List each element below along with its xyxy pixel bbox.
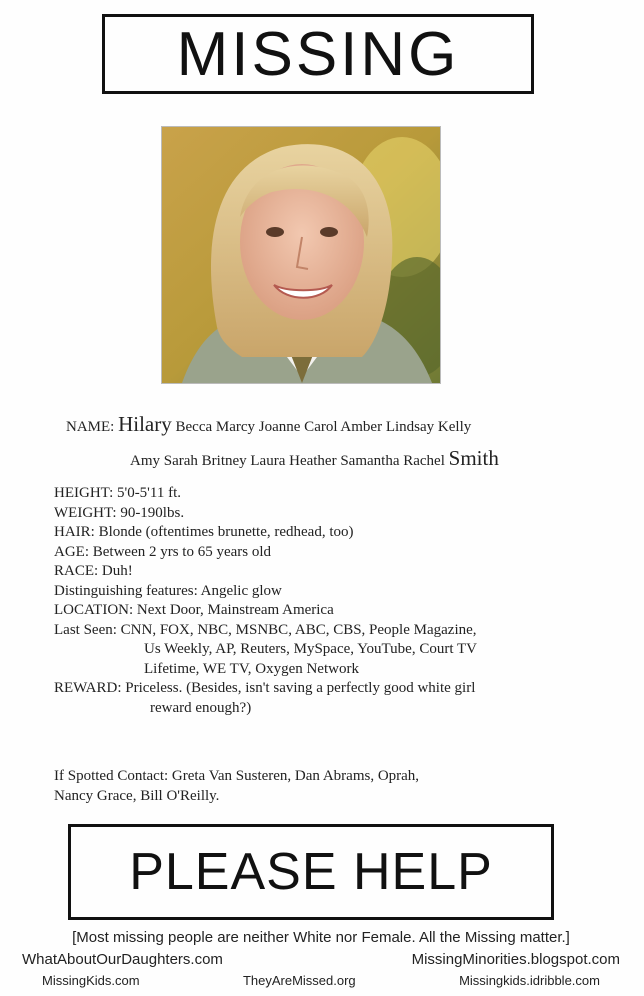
- height-row: HEIGHT: 5'0-5'11 ft.: [54, 485, 181, 501]
- alternate-names-2: Amy Sarah Britney Laura Heather Samantha Rachel: [130, 453, 445, 469]
- weight-row: WEIGHT: 90-190lbs.: [54, 504, 185, 521]
- portrait-image: [162, 127, 440, 383]
- contact-block: [54, 766, 419, 806]
- features-row: Distinguishing features: Angelic glow: [54, 582, 282, 599]
- link-missingminorities[interactable]: MissingMinorities.blogspot.com: [411, 951, 620, 968]
- reward-row-2: reward enough?): [150, 699, 252, 716]
- race-row: RACE: Duh!: [54, 563, 133, 579]
- location-row: LOCATION: Next Door, Mainstream America: [54, 602, 334, 618]
- footer-links-row-1: [14, 951, 628, 968]
- missing-person-photo: [161, 126, 441, 384]
- last-seen-row-2: Us Weekly, AP, Reuters, MySpace, YouTube, Court TV: [144, 641, 477, 657]
- missing-title: MISSING: [102, 14, 534, 94]
- name-label: NAME:: [66, 419, 115, 435]
- link-whataboutourdaughters[interactable]: WhatAboutOurDaughters.com: [22, 951, 223, 968]
- hair-row: HAIR: Blonde (oftentimes brunette, redhead, too): [54, 524, 354, 540]
- contact-line-2: Nancy Grace, Bill O'Reilly.: [54, 788, 220, 804]
- name-line-1: [66, 412, 471, 437]
- age-row: AGE: Between 2 yrs to 65 years old: [54, 543, 272, 560]
- footer-note: [Most missing people are neither White nor Female. All the Missing matter.]: [72, 929, 570, 946]
- last-seen-row-1: Last Seen: CNN, FOX, NBC, MSNBC, ABC, CBS, People Magazine,: [54, 621, 477, 638]
- please-help-title: PLEASE HELP: [68, 824, 554, 920]
- contact-line-1: If Spotted Contact: Greta Van Susteren, Dan Abrams, Oprah,: [54, 768, 420, 784]
- reward-row-1: REWARD: Priceless. (Besides, isn't saving a perfectly good white girl: [54, 680, 476, 696]
- last-name: Smith: [448, 446, 499, 470]
- link-missingkids[interactable]: MissingKids.com: [42, 973, 140, 988]
- first-name: Hilary: [118, 412, 172, 436]
- last-seen-row-3: Lifetime, WE TV, Oxygen Network: [144, 660, 359, 677]
- alternate-names-1: Becca Marcy Joanne Carol Amber Lindsay Kelly: [175, 419, 472, 435]
- name-line-2: [130, 446, 499, 471]
- link-missingkids-idribble[interactable]: Missingkids.idribble.com: [459, 973, 600, 988]
- footer-links-row-2: [14, 973, 628, 988]
- link-theyaremissed[interactable]: TheyAreMissed.org: [242, 973, 356, 988]
- details-list: [54, 484, 477, 718]
